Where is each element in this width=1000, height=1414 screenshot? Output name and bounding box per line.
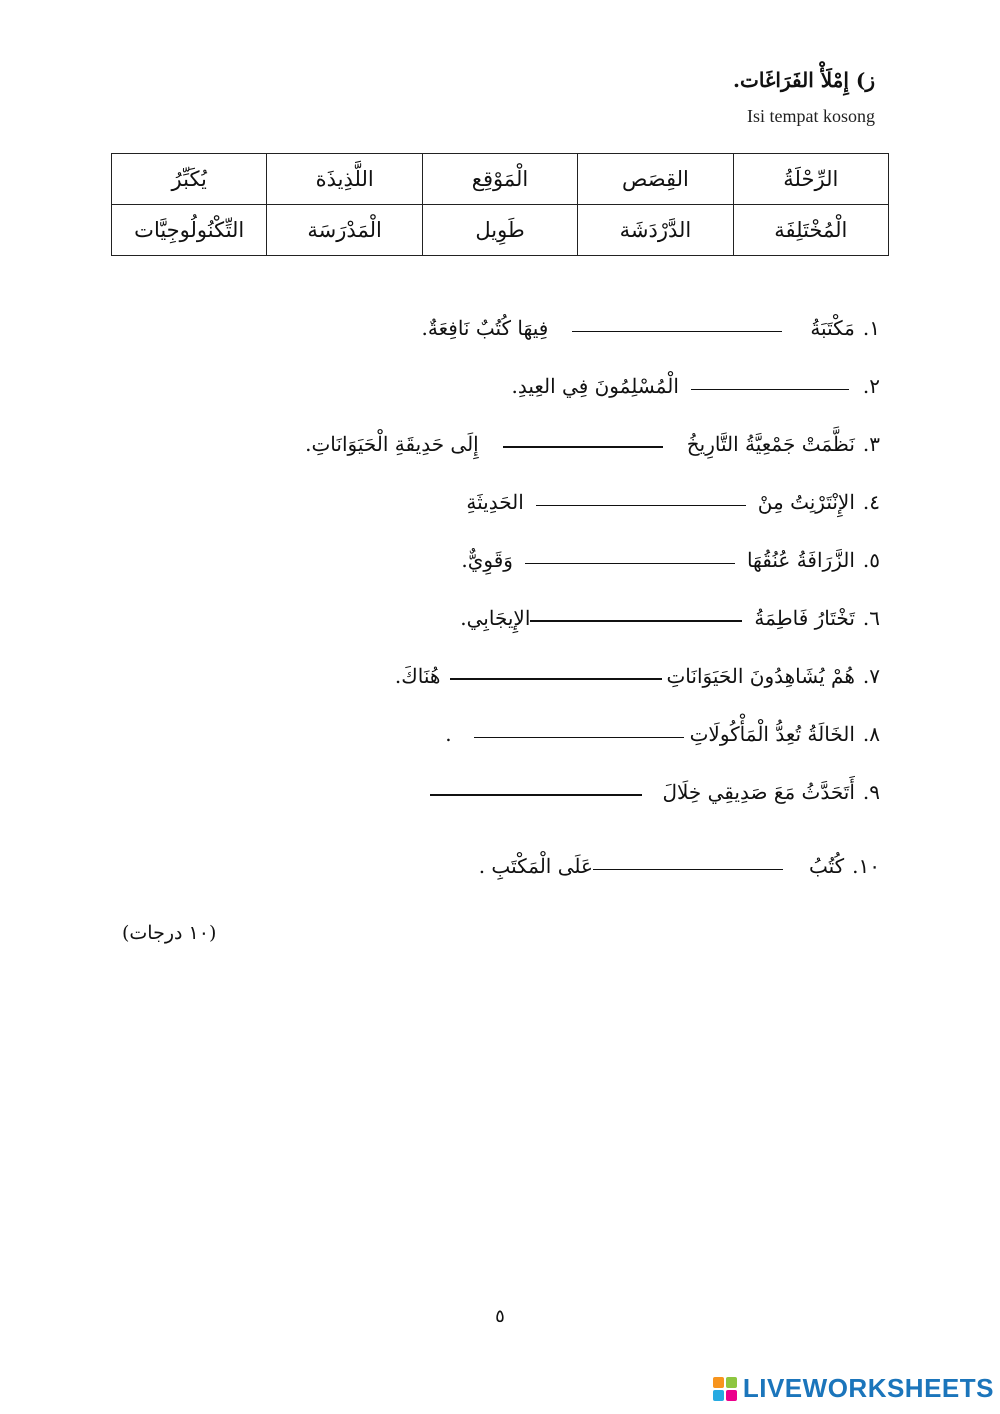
- logo-text: LIVEWORKSHEETS: [742, 1373, 994, 1403]
- answer-blank[interactable]: [503, 445, 663, 448]
- question-text-after: هُنَاكَ.: [394, 664, 441, 688]
- question-9: [418, 764, 880, 804]
- question-text-after: إِلَى حَدِيقَةِ الْحَيَوَانَاتِ.: [305, 432, 479, 456]
- answer-blank[interactable]: [450, 677, 662, 680]
- word-bank-cell: طَوِيل: [422, 205, 577, 256]
- question-10: [479, 838, 880, 878]
- question-text-before: تَخْتَارُ فَاطِمَةُ: [754, 606, 855, 630]
- question-number: ٧.: [862, 664, 880, 688]
- question-text-before: مَكْتَبَةُ: [810, 316, 855, 340]
- exercise-title: ز) إِمْلَأْ الفَرَاغَات.: [733, 68, 875, 92]
- answer-blank[interactable]: [572, 330, 782, 332]
- question-5: [461, 532, 880, 572]
- word-bank-cell: يُكَبِّرُ: [112, 154, 267, 205]
- question-text-before: أَتَحَدَّثُ مَعَ صَدِيقِي خِلَالَ: [662, 780, 855, 804]
- question-number: ١٠.: [852, 854, 880, 878]
- page-number: ٥: [495, 1306, 505, 1327]
- question-number: ٨.: [862, 722, 880, 746]
- answer-blank[interactable]: [530, 619, 742, 622]
- answer-blank[interactable]: [691, 388, 849, 390]
- question-number: ٢.: [862, 374, 880, 398]
- question-4: [466, 474, 880, 514]
- question-text-after: الْمُسْلِمُونَ فِي العِيدِ.: [511, 374, 679, 398]
- logo-tiles-icon: [713, 1377, 737, 1401]
- question-7: [395, 648, 880, 688]
- question-1: [422, 300, 880, 340]
- answer-blank[interactable]: [474, 736, 684, 738]
- question-text-before: الزَّرَافَةُ عُنُقُهَا: [746, 548, 855, 572]
- question-2: [511, 358, 880, 398]
- question-text-before: هُمْ يُشَاهِدُونَ الحَيَوَانَاتِ: [666, 664, 855, 688]
- answer-blank[interactable]: [593, 868, 783, 870]
- question-text-after: الإِيجَابِي.: [460, 606, 531, 630]
- question-text-after: عَلَى الْمَكْتَبِ .: [478, 854, 593, 878]
- word-bank-cell: الْمَوْقِع: [422, 154, 577, 205]
- word-bank-cell: الدَّرْدَشَة: [578, 205, 733, 256]
- question-number: ٦.: [862, 606, 880, 630]
- question-number: ٤.: [862, 490, 880, 514]
- question-8: [445, 706, 880, 746]
- word-bank-cell: الرِّحْلَةُ: [733, 154, 888, 205]
- question-6: [460, 590, 880, 630]
- question-number: ٩.: [862, 780, 880, 804]
- word-bank-cell: التِّكْنُولُوجِيَّات: [112, 205, 267, 256]
- question-number: ٣.: [862, 432, 880, 456]
- answer-blank[interactable]: [430, 793, 642, 796]
- word-bank-cell: اللَّذِيذَة: [267, 154, 422, 205]
- marks-label: (١٠ درجات): [122, 922, 217, 944]
- question-text-after: .: [445, 722, 452, 746]
- question-text-before: نَظَّمَتْ جَمْعِيَّةُ التَّارِيخُ: [686, 432, 855, 456]
- answer-blank[interactable]: [525, 562, 735, 564]
- answer-blank[interactable]: [536, 504, 746, 506]
- question-3: [305, 416, 880, 456]
- exercise-instruction: Isi tempat kosong: [747, 106, 875, 126]
- question-text-after: فِيهَا كُتُبٌ نَافِعَةٌ.: [421, 316, 549, 340]
- word-bank-cell: الْمَدْرَسَة: [267, 205, 422, 256]
- liveworksheets-logo[interactable]: [713, 1373, 994, 1404]
- question-text-before: الإِنْتَرْنِتُ مِنْ: [757, 490, 855, 514]
- question-number: ٥.: [862, 548, 880, 572]
- question-text-before: كُتُبُ: [808, 854, 845, 878]
- question-text-after: وَقَوِيٌّ.: [461, 548, 513, 572]
- question-text-before: الخَالَةُ تُعِدُّ الْمَأْكُولَاتِ: [689, 722, 855, 746]
- question-text-after: الحَدِيثَةِ: [466, 490, 524, 514]
- word-bank-cell: القِصَص: [578, 154, 733, 205]
- question-number: ١.: [862, 316, 880, 340]
- word-bank-cell: الْمُخْتَلِفَة: [733, 205, 888, 256]
